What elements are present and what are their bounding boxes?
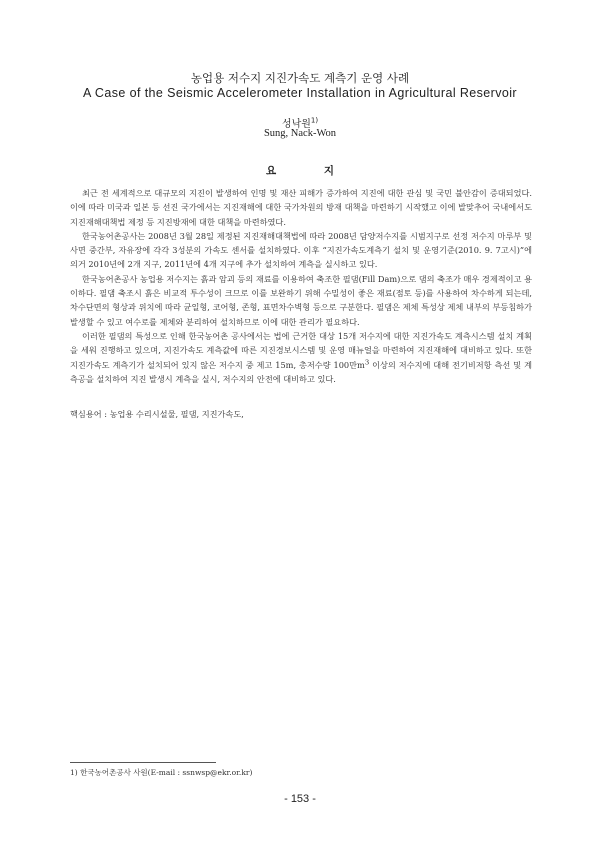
author-name-english: Sung, Nack-Won xyxy=(263,128,337,139)
paper-title-korean: 농업용 저수지 지진가속도 계측기 운영 사례 xyxy=(190,71,410,85)
author-name: 성낙원 xyxy=(281,119,311,130)
paper-title-english: A Case of the Seismic Accelerometer Installation in Agricultural Reservoir xyxy=(83,86,517,100)
abstract-paragraph-4-tail: 이상의 저수지에 대해 전기비저항 측선 및 계측공을 설치하여 지진 발생시 계측을 실시, 저수지의 안전에 대비하고 있다. xyxy=(70,359,532,384)
footnote-divider xyxy=(70,762,216,763)
abstract-paragraph-1: 최근 전 세계적으로 대규모의 지진이 발생하여 인명 및 재산 피해가 증가하여 지진에 대한 관심 및 국민 불안감이 증대되었다. 이에 따라 미국과 일본 등 선진 국가에서는 지진재해에 대한 국가차원의 방재 대책을 마련하기 시작했고 이에 발맞추어 국내에서도 지진재해대책법 제정 등 지진방재에 대한 대책을 마련하였다. xyxy=(70,188,532,227)
footnote-text: 한국농어촌공사 사원(E-mail : ssnwsp@ekr.or.kr) xyxy=(80,768,253,777)
abstract-paragraph-4 xyxy=(70,329,532,386)
abstract-body xyxy=(70,186,532,386)
abstract-paragraph-2: 한국농어촌공사는 2008년 3월 28일 제정된 지진재해대책법에 따라 2008년 담양저수지를 시범지구로 선정 저수지 마루부 및 사면 중간부, 자유장에 각각 3성분의 가속도 센서를 설치하였다. 이후 “지진가속도계측기 설치 및 운영기준(2010. 9. 7고시)”에 의거 2010년에 2개 지구, 2011년에 4개 지구에 추가 설치하여 계측을 실시하고 있다. xyxy=(70,230,532,270)
footnote-marker: 1) xyxy=(70,768,78,777)
footnote xyxy=(70,767,470,778)
abstract-paragraph-3: 한국농어촌공사 농업용 저수지는 흙과 암괴 등의 재료를 이용하여 축조한 필댐(Fill Dam)으로 댐의 축조가 매우 경제적이고 용이하다. 필댐 축조시 흙은 비교적 투수성이 크므로 이를 보완하기 위해 수밀성이 좋은 재료(점토 등)를 사용하여 차수하게 되는데, 차수단면의 형상과 위치에 따라 균일형, 코어형, 존형, 표면차수벽형 등으로 구분한다. 필댐은 제체 특성상 제체 내부의 부등침하가 발생할 수 있고 여수로를 제체와 분리하여 설치하므로 이에 대한 관리가 필요하다. xyxy=(70,273,532,327)
author-footnote-marker: 1) xyxy=(310,116,319,125)
page-number: - 153 - xyxy=(284,793,316,805)
abstract-heading: 요 지 xyxy=(266,165,356,177)
keywords: 핵심용어 : 농업용 수리시설물, 필댐, 지진가속도, xyxy=(70,409,244,419)
abstract-paragraph-4-text: 이러한 필댐의 특성으로 인해 한국농어촌 공사에서는 법에 근거한 대상 15개 저수지에 대한 지진가속도 계측시스템 설치 계획을 세워 진행하고 있으며, 지진가속도 계측값에 따른 지진경보시스템 및 운영 매뉴얼을 마련하여 지진재해에 대비하고 있다. 또한 지진가속도 계측기가 설치되어 있지 않은 저수지 중 제고 15m, 총저수량 100만m xyxy=(70,330,532,370)
cubic-superscript: 3 xyxy=(364,357,370,366)
